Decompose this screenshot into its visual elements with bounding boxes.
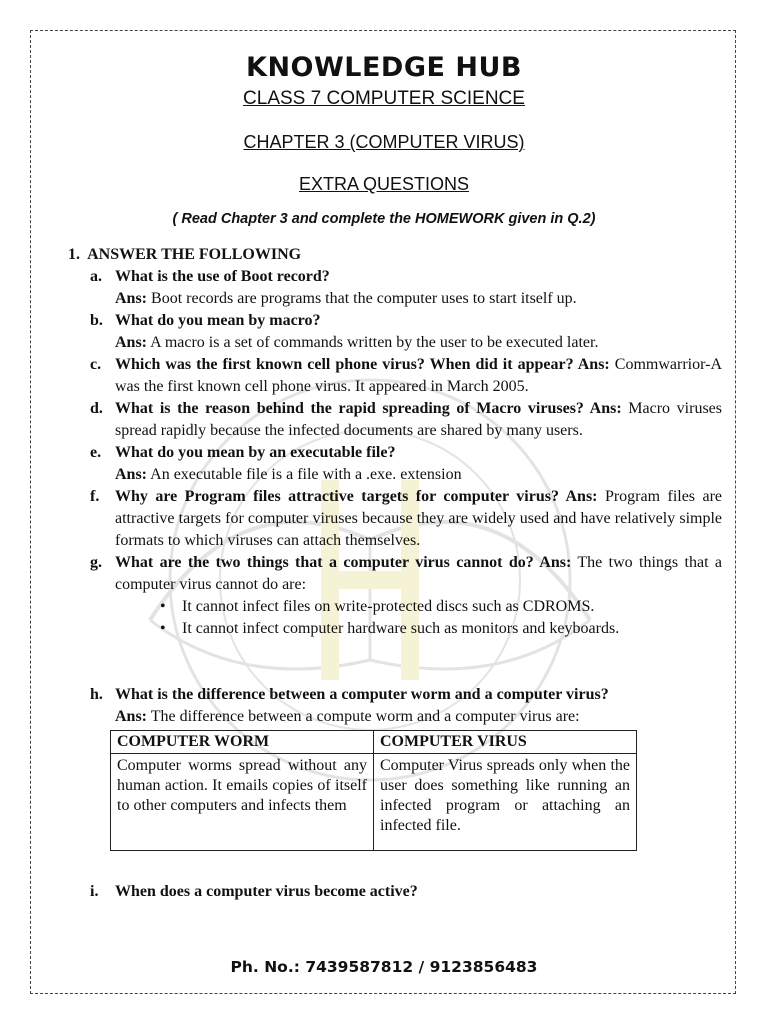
bullet-item: • It cannot infect files on write-protected discs such as CDROMS. (160, 596, 722, 618)
question-text: What do you mean by an executable file? (115, 444, 396, 461)
question-text: Which was the first known cell phone virus? When did it appear? Ans: (115, 356, 610, 373)
question-text: What are the two things that a computer virus cannot do? Ans: (115, 554, 572, 571)
question-label: e. (90, 444, 102, 461)
answer-text: The two things that a computer virus cannot do are: (115, 554, 722, 593)
question-b (68, 310, 722, 354)
section-heading (68, 244, 722, 266)
table-cell-virus: Computer Virus spreads only when the user does something like running an infected program or attaching an infected file. (374, 754, 637, 851)
question-text: What do you mean by macro? (115, 312, 321, 329)
answer-text: Commwarrior-A was the first known cell phone virus. It appeared in March 2005. (115, 356, 722, 395)
ans-label: Ans: (115, 334, 148, 351)
question-text: What is the difference between a computer worm and a computer virus? (115, 686, 609, 703)
comparison-table (110, 730, 637, 851)
bullet-list (68, 596, 722, 640)
question-label: d. (90, 400, 103, 417)
question-e (68, 442, 722, 486)
question-text: Why are Program files attractive targets for computer virus? Ans: (115, 488, 598, 505)
question-text: What is the reason behind the rapid spreading of Macro viruses? Ans: (115, 400, 622, 417)
table-header-worm: COMPUTER WORM (111, 731, 374, 754)
question-label: a. (90, 268, 102, 285)
question-i (68, 881, 722, 903)
question-h (68, 684, 722, 728)
answer-text: Program files are attractive targets for computer viruses because they are widely used and have relatively simple formats to which viruses can attach themselves. (115, 488, 722, 549)
answer-text: A macro is a set of commands written by the user to be executed later. (150, 334, 599, 351)
table-cell-worm: Computer worms spread without any human action. It emails copies of itself to other computers and infects them (111, 754, 374, 851)
table-header-virus: COMPUTER VIRUS (374, 731, 637, 754)
ans-label: Ans: (115, 290, 148, 307)
answer-text: An executable file is a file with a .exe. extension (150, 466, 462, 483)
ans-label: Ans: (115, 466, 148, 483)
brand-title: KNOWLEDGE HUB (246, 52, 522, 83)
question-label: h. (90, 686, 103, 703)
question-label: b. (90, 312, 103, 329)
phone-number: Ph. No.: 7439587812 / 9123856483 (230, 958, 538, 976)
answer-text: The difference between a compute worm and a computer virus are: (150, 708, 580, 725)
questions-content (68, 244, 722, 903)
question-label: c. (90, 356, 102, 373)
question-c (68, 354, 722, 398)
class-title: CLASS 7 COMPUTER SCIENCE (243, 88, 525, 109)
section-heading-text: ANSWER THE FOLLOWING (87, 246, 302, 263)
answer-text: Macro viruses spread rapidly because the infected documents are shared by many users. (115, 400, 723, 439)
question-text: When does a computer virus become active? (115, 883, 418, 900)
question-d (68, 398, 722, 442)
question-a (68, 266, 722, 310)
question-g (68, 552, 722, 596)
question-text: What is the use of Boot record? (115, 268, 330, 285)
chapter-title: CHAPTER 3 (COMPUTER VIRUS) (243, 132, 525, 152)
homework-note: ( Read Chapter 3 and complete the HOMEWORK given in Q.2) (172, 211, 596, 227)
question-label: f. (90, 488, 100, 505)
answer-text: Boot records are programs that the computer uses to start itself up. (151, 290, 577, 307)
ans-label: Ans: (115, 708, 148, 725)
section-title: EXTRA QUESTIONS (298, 174, 470, 194)
question-f (68, 486, 722, 552)
section-number: 1. (68, 246, 80, 263)
bullet-item: • It cannot infect computer hardware such as monitors and keyboards. (160, 618, 722, 640)
question-label: i. (90, 883, 99, 900)
question-label: g. (90, 554, 102, 571)
